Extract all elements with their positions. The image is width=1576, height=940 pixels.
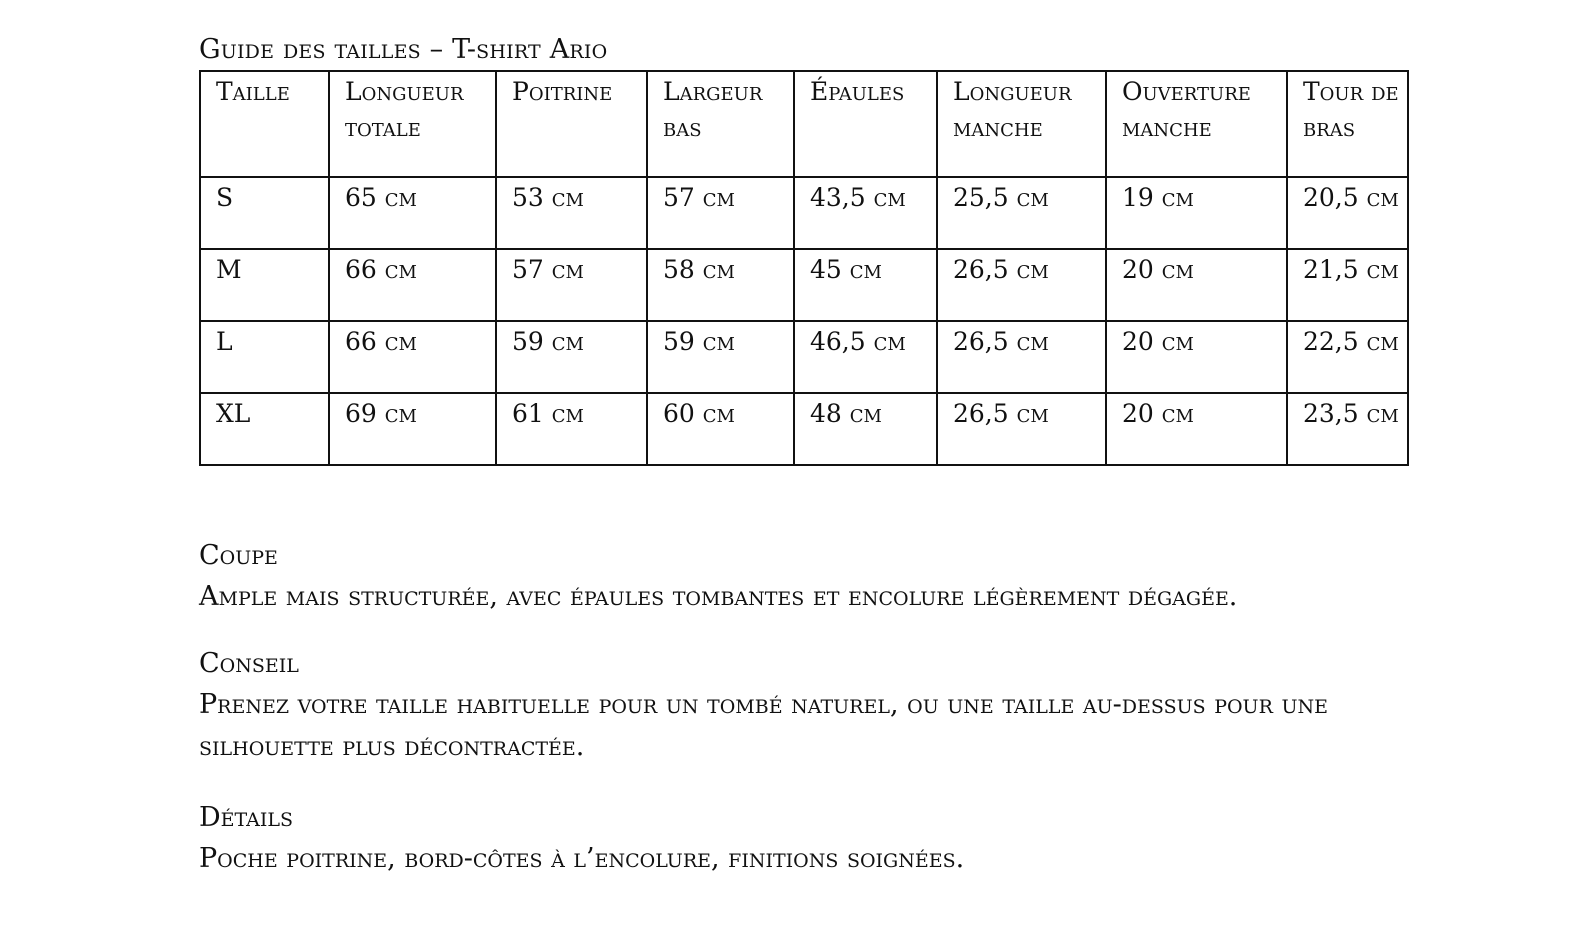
table-cell: 61 cm [496,393,647,465]
table-cell: 53 cm [496,177,647,249]
table-cell: 46,5 cm [794,321,937,393]
section-coupe [199,536,1409,618]
section-text: Poche poitrine, bord-côtes à l’encolure, finitions soignées. [199,843,965,874]
table-row [200,249,1408,321]
table-cell: 48 cm [794,393,937,465]
section-title: Détails [199,802,294,833]
document [199,32,1409,880]
table-cell: 59 cm [647,321,794,393]
header-longueur-totale: Longueur totale [329,71,496,177]
table-cell: 22,5 cm [1287,321,1408,393]
table-row [200,177,1408,249]
table-cell: 69 cm [329,393,496,465]
header-ouverture-manche: Ouverture manche [1106,71,1287,177]
table-cell: 20,5 cm [1287,177,1408,249]
header-largeur-bas: Largeur bas [647,71,794,177]
size-table [199,70,1409,466]
table-row [200,393,1408,465]
table-cell: 20 cm [1106,393,1287,465]
size-guide-title: Guide des tailles – T-shirt Ario [199,34,608,65]
header-taille: Taille [200,71,329,177]
table-cell: XL [200,393,329,465]
header-epaules: Épaules [794,71,937,177]
table-cell: 60 cm [647,393,794,465]
table-cell: 23,5 cm [1287,393,1408,465]
table-cell: 26,5 cm [937,321,1106,393]
header-tour-de-bras: Tour de bras [1287,71,1408,177]
table-header-row [200,71,1408,177]
table-cell: 26,5 cm [937,393,1106,465]
table-cell: 25,5 cm [937,177,1106,249]
section-text: Prenez votre taille habituelle pour un tombé naturel, ou une taille au-dessus pour une silhouette plus décontractée. [199,689,1328,762]
table-cell: 57 cm [496,249,647,321]
table-cell: 66 cm [329,321,496,393]
header-longueur-manche: Longueur manche [937,71,1106,177]
table-cell: 45 cm [794,249,937,321]
table-cell: 57 cm [647,177,794,249]
table-cell: 65 cm [329,177,496,249]
section-title: Coupe [199,540,278,571]
table-cell: 21,5 cm [1287,249,1408,321]
section-title: Conseil [199,648,299,679]
section-details [199,798,1409,880]
table-cell: 20 cm [1106,249,1287,321]
section-conseil [199,644,1409,768]
table-cell: 43,5 cm [794,177,937,249]
table-cell: L [200,321,329,393]
section-text: Ample mais structurée, avec épaules tombantes et encolure légèrement dégagée. [199,581,1238,612]
table-cell: 19 cm [1106,177,1287,249]
table-cell: 20 cm [1106,321,1287,393]
table-row [200,321,1408,393]
header-poitrine: Poitrine [496,71,647,177]
table-cell: 59 cm [496,321,647,393]
table-cell: 26,5 cm [937,249,1106,321]
table-cell: 58 cm [647,249,794,321]
table-cell: M [200,249,329,321]
table-cell: 66 cm [329,249,496,321]
table-cell: S [200,177,329,249]
